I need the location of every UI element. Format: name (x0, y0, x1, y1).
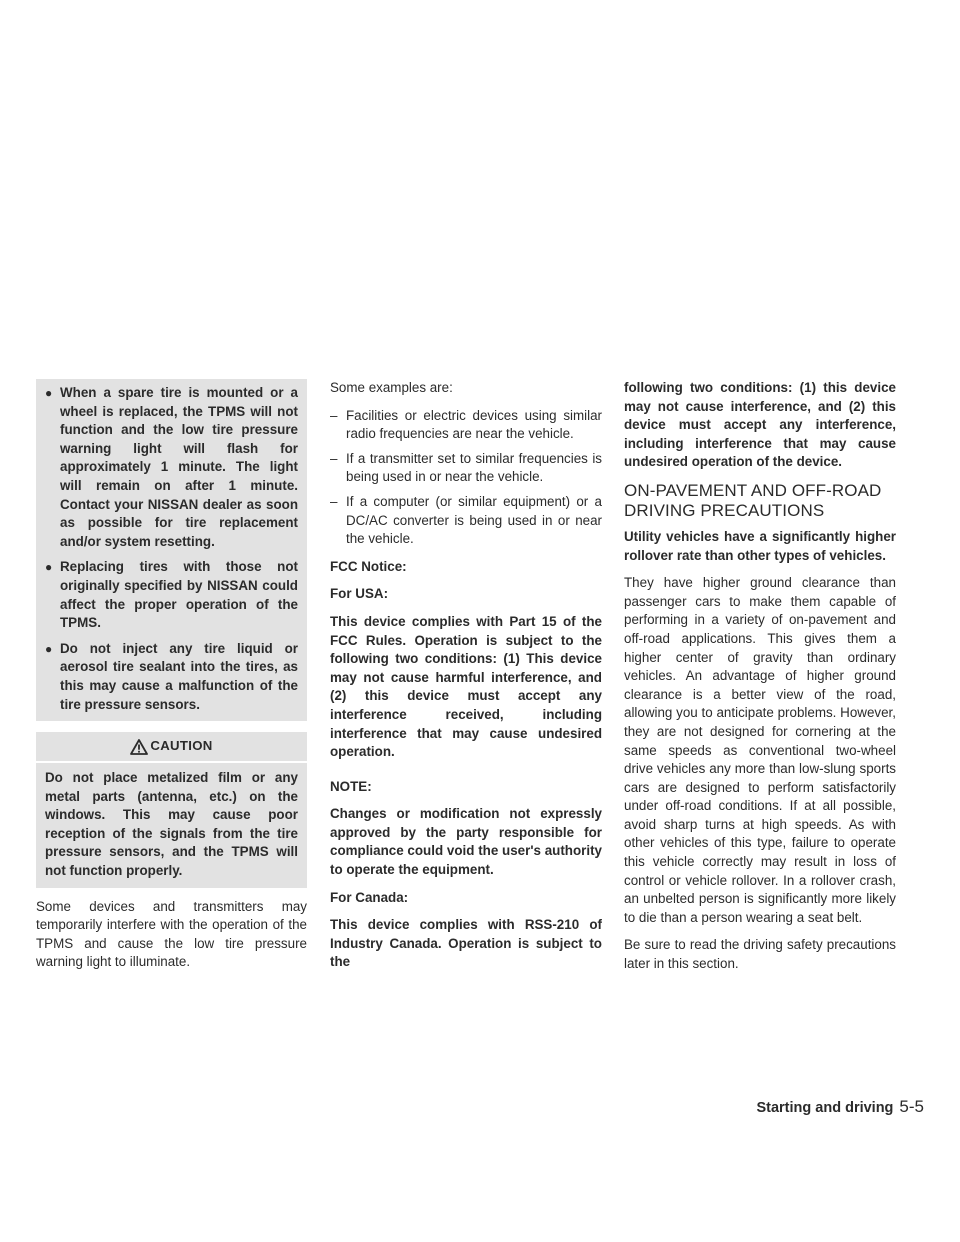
dash-icon: – (330, 450, 338, 466)
column-middle (330, 379, 602, 981)
column-right (624, 379, 896, 983)
footer-section-title: Starting and driving (756, 1100, 894, 1116)
warning-triangle-icon (130, 739, 148, 755)
for-usa-heading: For USA: (330, 586, 389, 602)
caution-box (36, 732, 307, 888)
for-canada-heading: For Canada: (330, 889, 409, 905)
warning-bullets-box (36, 379, 307, 721)
page-footer (756, 1098, 924, 1118)
warning-bullet (45, 558, 298, 632)
note-text: Changes or modification not expressly approved by the party responsible for compliance could void the user's authority to operate the equipment. (330, 806, 602, 878)
dash-item-text: If a computer (or similar equipment) or a DC/AC converter is being used in or near the vehicle. (346, 493, 602, 547)
dash-item-text: If a transmitter set to similar frequencies is being used in or near the vehicle. (346, 450, 602, 485)
dash-icon: – (330, 407, 338, 423)
rollover-warning: Utility vehicles have a significantly higher rollover rate than other types of vehicles. (624, 528, 896, 563)
fcc-notice-heading: FCC Notice: (330, 558, 407, 574)
note-heading: NOTE: (330, 778, 372, 794)
section-heading: ON-PAVEMENT AND OFF-ROAD DRIVING PRECAUTIONS (624, 480, 882, 520)
warning-bullet (45, 640, 298, 714)
bullet-icon: ● (45, 560, 53, 575)
bullet-icon: ● (45, 641, 53, 656)
dash-item (330, 450, 602, 487)
caution-text: Do not place metalized film or any metal parts (antenna, etc.) on the windows. This may cause poor reception of the signals from the tire pressure sensors, and the TPMS will not function properly. (45, 770, 298, 879)
dash-item-text: Facilities or electric devices using similar radio frequencies are near the vehicle. (346, 407, 602, 442)
paragraph: Some devices and transmitters may temporarily interfere with the operation of the TPMS and cause the low tire pressure warning light to illuminate. (36, 898, 307, 970)
caution-title: CAUTION (150, 738, 213, 754)
dash-item (330, 493, 602, 549)
caution-header (36, 732, 307, 763)
dash-icon: – (330, 493, 338, 509)
canada-compliance-continued: following two conditions: (1) this device may not cause interference, and (2) this device must accept any interference, including interference that may cause undesired operation of the device. (624, 380, 896, 470)
paragraph: Be sure to read the driving safety precautions later in this section. (624, 937, 896, 972)
dash-item (330, 407, 602, 444)
canada-compliance-text: This device complies with RSS-210 of Industry Canada. Operation is subject to the (330, 917, 602, 970)
warning-bullet-text: When a spare tire is mounted or a wheel is replaced, the TPMS will not function and the low tire pressure warning light will flash for approximately 1 minute. The light will remain on after 1 minute. Contact your NISSAN dealer as soon as possible for tire replacement and/or system resetting. (60, 385, 298, 549)
warning-bullet-text: Do not inject any tire liquid or aerosol tire sealant into the tires, as this may cause a malfunction of the tire pressure sensors. (60, 640, 298, 712)
page-number: 5-5 (899, 1097, 924, 1116)
paragraph: They have higher ground clearance than passenger cars to make them capable of performing in a variety of on-pavement and off-road applications. This gives them a higher center of gravity than ordinary vehicles. An advantage of higher ground clearance is a better view of the road, allowing you to anticipate problems. However, they are not designed for cornering at the same speeds as conventional two-wheel drive vehicles any more than low-slung sports cars are designed to perform satisfactorily under off-road conditions. If at all possible, avoid sharp turns at high speeds. As with other vehicles of this type, failure to operate this vehicle correctly may result in loss of control or vehicle rollover. In a rollover crash, an unbelted person is significantly more likely to die than a person wearing a seat belt. (624, 575, 896, 925)
examples-intro: Some examples are: (330, 380, 453, 395)
warning-bullet (45, 384, 298, 551)
bullet-icon: ● (45, 386, 53, 400)
column-left (36, 379, 307, 981)
usa-compliance-text: This device complies with Part 15 of the FCC Rules. Operation is subject to the following two conditions: (1) This device may not cause harmful interference, and (2) this device must accept any interference received, including interference that may cause undesired operation. (330, 613, 602, 760)
warning-bullet-text: Replacing tires with those not originally specified by NISSAN could affect the proper operation of the TPMS. (60, 559, 298, 631)
